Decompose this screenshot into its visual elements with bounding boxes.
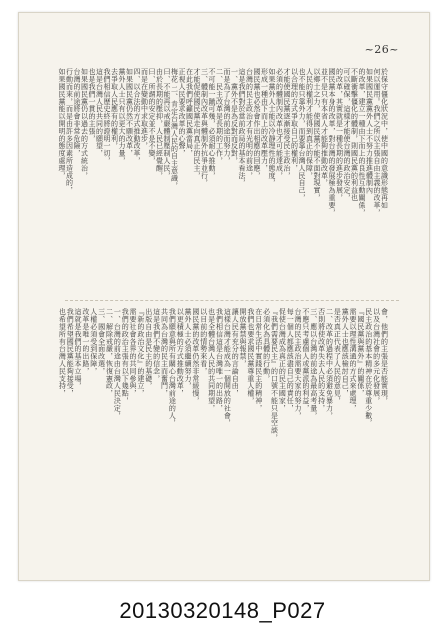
text-column: 這樣台灣才能成為一個開放的社會， (223, 308, 232, 427)
text-column: 國民黨的改革仍然非常緩慢， (191, 308, 200, 405)
section-divider (65, 300, 399, 301)
text-column: 這是台灣人民共同的願望， (95, 68, 104, 157)
text-column: 我們相信歷史終將證明一切， (103, 68, 111, 165)
text-column: 去爭取人民應有的權利， (110, 68, 119, 150)
text-column: 梅花 二、肯定台灣人民的自主意識， (170, 68, 179, 190)
text-column: 民主政治的基本精神在於尊重少數， (364, 308, 373, 427)
text-column: 台灣的民主政治需要大家的努力， (294, 308, 303, 419)
text-column: 一、台灣的前途由台灣人民決定， (113, 308, 122, 419)
text-column: 台灣的前途將會非常危險， (73, 68, 81, 157)
text-column: 的改革，其實就是一種長期的進步發展， (335, 68, 344, 202)
image-id-caption: 20130320148_P027 (119, 598, 326, 623)
text-column: 曰、不能再以戒嚴體制壓制人民， (163, 68, 171, 179)
text-column: 以合理的方式爭取自己的權利， (290, 68, 299, 172)
text-column: 『國民黨與黨外』的關係， (356, 308, 365, 397)
text-column: 也是我們一貫的主張， (88, 68, 96, 142)
text-column: 改革是唯一的出路， (81, 308, 90, 375)
text-column: 如果黨外人士能以冷靜理性的態度， (268, 68, 276, 187)
text-column: 需要社會各界的共同參與， (129, 308, 138, 397)
document-page (18, 12, 430, 581)
text-column: 否則將使改革失去人民的支持， (317, 308, 326, 412)
text-column: 會，他們的主張是否能實現， (380, 308, 389, 405)
text-column: 如果國民黨能以開明的態度處理， (58, 68, 66, 179)
text-column: 於保守僵化狀況中，使中國的意識形態再如 (380, 68, 389, 209)
text-column: 必須化為具體的行動， (262, 308, 271, 382)
text-column: 人權必須受到保障， (89, 308, 98, 375)
text-column: 共同為台灣的民主而奮鬥， (160, 308, 169, 397)
text-column: 三、體制內改革與體制外抗爭並行， (200, 68, 209, 187)
text-column: 以鄉土之力，使國民黨不能不面對現實， (313, 68, 321, 202)
text-column: 我們的政治主張有以下幾點， (121, 308, 130, 405)
text-column: 並不是只有本省人才能夠推動改革， (320, 68, 329, 187)
text-column: 在此我們呼籲國民黨當局， (185, 68, 194, 157)
text-column: 需要以理性溝通的方式來處理， (349, 308, 358, 412)
text-column: 而是為了台灣的前途而努力， (223, 68, 231, 165)
text-column: 人民的權利才能得到真正的保障， (305, 68, 314, 179)
text-column: 何以運用。我們之所以主張自由主義的改革， (373, 68, 381, 216)
text-column: 如果國民黨仍然不願改革， (125, 68, 134, 157)
text-column: 不應只考慮個人或黨派的利益， (301, 308, 310, 412)
text-column: 形成一種由下而上的改革壓力， (260, 68, 269, 172)
text-column: 台灣的民主政治才有光明的前途， (245, 68, 254, 179)
text-column: 是否真正代表了人民的意見， (333, 308, 342, 405)
text-column: 的改革，建立一種由下而上的良性互動關係， (358, 68, 366, 216)
text-column: 我們也要求國民黨尊重人權， (246, 308, 255, 405)
text-column: 也是全體台灣人民的共同期望， (207, 308, 216, 412)
text-column: 才能促使國民黨走向真正的民主， (193, 68, 201, 179)
text-column: 出版自由是民主的基礎， (144, 308, 153, 390)
text-column: 『我們需要民主』的口號不能只是空談， (270, 308, 279, 442)
text-column: 國民黨本身的改革，對台灣的發展極為重要， (328, 68, 336, 216)
text-column: 而是在變動中求取進步， (140, 68, 149, 150)
text-column: 四、以合法的方式推動改革， (133, 68, 141, 165)
text-column: 必須的體制內改革也才可能達成， (275, 68, 284, 179)
text-column: 我們希望國民黨能夠接受， (66, 308, 75, 397)
text-columns (19, 13, 429, 580)
text-column: 我們相信這是台灣唯一的出路， (215, 308, 224, 412)
text-column: 這就是我們的基本立場， (74, 308, 83, 390)
text-column: 『新的政治文化』的建立， (136, 308, 145, 397)
text-column: 這是我們不變的信念， (152, 308, 161, 382)
text-column: 由於長期的壓抑，人民已經覺醒， (155, 68, 164, 179)
text-column: 三、國會全面改選， (97, 308, 106, 375)
text-column: 在日常生活中實踐民主的精神， (254, 308, 263, 412)
text-column: 才能使國民黨逐漸接受民主政治， (283, 68, 291, 179)
text-column: 這是我們對於當前政局的基本看法， (238, 68, 246, 187)
text-column: 三、應以台灣的前途為最高考量， (309, 308, 318, 419)
text-column: 我們願意與所有關心台灣前途的人， (168, 308, 177, 427)
text-column: 黨外人士只有以更大的力量， (118, 68, 126, 165)
page-number: ~26~ (364, 43, 399, 56)
text-column: 曰、所謂的安定並不是不變， (148, 68, 156, 165)
text-column: 二、解除戒嚴，恢復憲政， (105, 308, 114, 397)
text-column: 一、黨外不是為反對而反對， (230, 68, 239, 165)
text-column: 如果國民黨黨外人士不努力推進體制內 (365, 68, 374, 194)
text-column: 以目前的情勢來看， (199, 308, 208, 375)
text-column: 國民黨也必然會作出相應的回應， (253, 68, 261, 179)
text-column: 促使台灣成為真正的民主國家， (278, 308, 287, 412)
text-column: 以更積極的方式推動改革， (176, 308, 185, 397)
text-column: 也希望所有台灣人民支持， (58, 308, 67, 397)
text-column: 以及台灣社會的多元化發展， (372, 308, 381, 405)
text-column: 行動而來，而是由許多因素所造成的， (65, 68, 74, 194)
text-column: 不可能一蹴可幾，必須耐心推動， (208, 68, 216, 179)
text-column: 二、民主改革是長期的工作， (215, 68, 224, 165)
text-column: 黨外人士必須繼續努力， (184, 308, 193, 390)
text-column: 黨外人士也應該檢討自己， (341, 308, 350, 397)
text-column: 正視人民要求改革的心聲， (178, 68, 186, 157)
text-column: 也不能只靠外力，而要靠台灣人民自己， (298, 68, 306, 202)
text-column: 每一個人都應該盡自己的責任， (286, 308, 295, 412)
text-column: 二、改革的過程中必須避免暴力， (325, 308, 334, 419)
text-column: 可以確保，這樣才能使台灣的政治安定， (343, 68, 351, 202)
text-column: 不斷衝擊僵化的體制，則國民黨的利益也 (350, 68, 359, 202)
text-column: 讓人民有充分的言論自由， (231, 308, 240, 397)
text-column: 如果國民黨仍以過去的方式統治， (80, 68, 89, 179)
text-column: 開放黨禁與報禁， (239, 308, 248, 368)
